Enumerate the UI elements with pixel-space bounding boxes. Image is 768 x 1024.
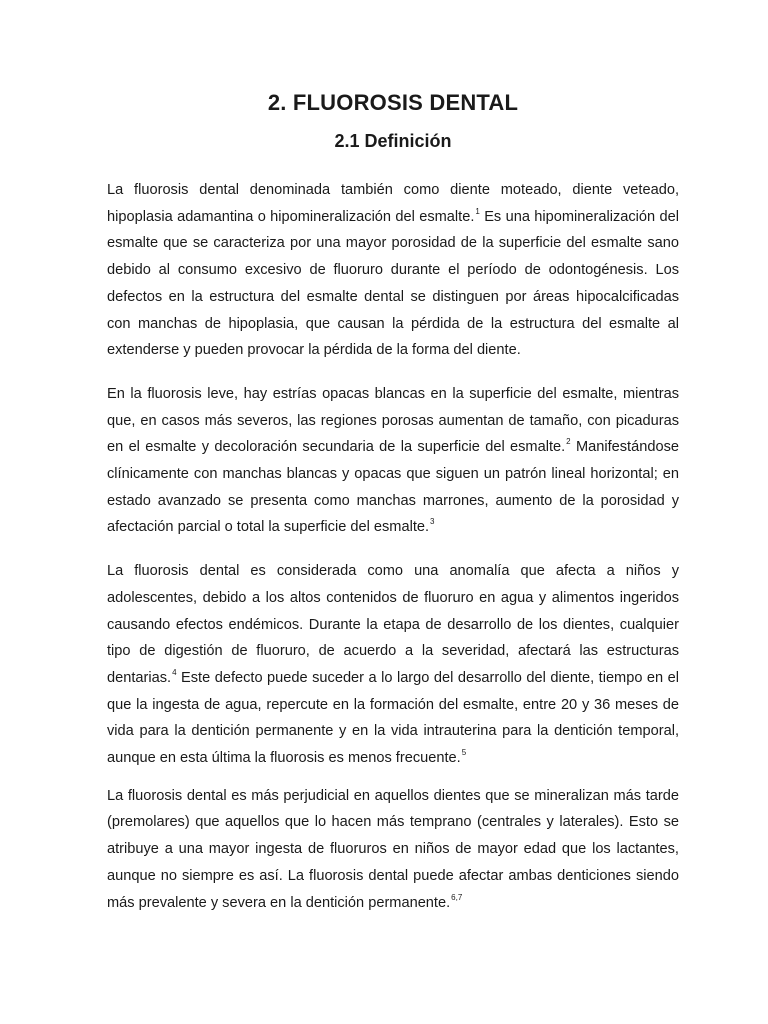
paragraph-text: En la fluorosis leve, hay estrías opacas blancas en la superficie del esmalte, mientras que, en casos más severos, las regiones porosas aumentan de tamaño, con picaduras en el esmalte y decoloración secundaria de la superficie del esmalte. (107, 385, 679, 456)
chapter-title: 2. FLUOROSIS DENTAL (267, 90, 519, 115)
paragraph-3 (107, 558, 679, 772)
footnote-ref: 5 (461, 748, 467, 758)
paragraph-2 (107, 381, 679, 541)
paragraph-1 (107, 177, 679, 364)
paragraph-text: Manifestándose clínicamente con manchas blancas y opacas que siguen un patrón lineal horizontal; en estado avanzado se presenta como manchas marrones, aumento de la porosidad y afectación parcial o total la superficie del esmalte. (107, 439, 679, 536)
paragraph-text: La fluorosis dental es más perjudicial en aquellos dientes que se mineralizan más tarde (premolares) que aquellos que lo hacen más temprano (centrales y laterales). Esto se atribuye a una mayor ingesta de fluoruros en niños de mayor edad que los lactantes, aunque no siempre es así. La fluorosis dental puede afectar ambas denticiones siendo más prevalente y severa en la dentición permanente. (107, 787, 679, 911)
paragraph-text: Este defecto puede suceder a lo largo del desarrollo del diente, tiempo en el que la ingesta de agua, repercute en la formación del esmalte, entre 20 y 36 meses de vida para la dentición permanente y en la vida intrauterina para la dentición temporal, aunque en esta última la fluorosis es menos frecuente. (107, 669, 679, 767)
footnote-ref: 3 (430, 517, 435, 527)
paragraph-text: La fluorosis dental es considerada como una anomalía que afecta a niños y adolescentes, debido a los altos contenidos de fluoruro en agua y alimentos ingeridos causando efectos endémicos. Durante la etapa de desarrollo de los dientes, cualquier tipo de digestión de fluoruro, de acuerdo a la severidad, afectará las estructuras dentarias. (107, 563, 679, 686)
section-title: 2.1 Definición (334, 131, 452, 151)
footnote-ref: 4 (172, 667, 177, 677)
paragraph-4 (107, 783, 679, 917)
paragraph-text: La fluorosis dental denominada también como diente moteado, diente veteado, hipoplasia adamantina o hipomineralización del esmalte. (107, 182, 679, 225)
document-body (107, 177, 679, 916)
footnote-ref: 1 (475, 206, 480, 216)
footnote-ref: 2 (566, 437, 571, 447)
paragraph-text: Es una hipomineralización del esmalte que se caracteriza por una mayor porosidad de la superficie del esmalte sano debido al consumo excesivo de fluoruro durante el período de odontogénesis. Los defectos en la estructura del esmalte dental se distinguen por áreas hipocalcificadas con manchas de hipoplasia, que causan la pérdida de la estructura del esmalte al extenderse y pueden provocar la pérdida de la forma del diente. (107, 208, 679, 359)
footnote-ref: 6,7 (451, 892, 463, 902)
